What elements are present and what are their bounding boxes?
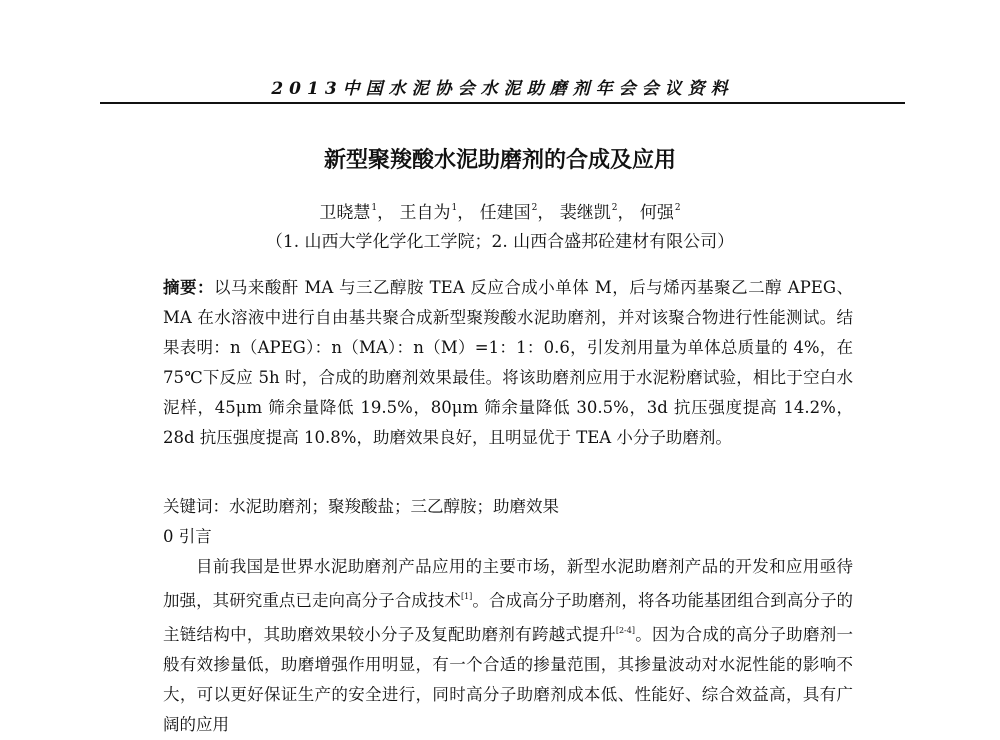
abstract xyxy=(163,273,853,453)
author-name: 何强 xyxy=(639,203,674,223)
paper-title: 新型聚羧酸水泥助磨剂的合成及应用 xyxy=(323,148,676,173)
author-name: 任建国 xyxy=(479,203,531,223)
intro-text: 目前我国是世界水泥助磨剂产品应用的主要市场，新型水泥助磨剂产品的开发和应用亟待加强，其研究重点已走向高分子合成技术 xyxy=(163,557,853,610)
section-heading: 0 引言 xyxy=(163,527,212,546)
citation: [1] xyxy=(460,592,473,601)
running-header: 2013中国水泥协会水泥助磨剂年会会议资料 xyxy=(271,79,734,99)
author-name: 裴继凯 xyxy=(559,203,611,223)
affiliations: （1. 山西大学化学化工学院；2. 山西合盛邦砼建材有限公司） xyxy=(265,232,735,252)
author-affiliation-mark: 1 xyxy=(451,203,458,213)
intro-text: 。因为合成的高分子助磨剂一般有效掺量低，助磨增强作用明显，有一个合适的掺量范围，其掺量波动对水泥性能的影响不大，可以更好保证生产的安全进行，同时高分子助磨剂成本低、性能好、综合效益高，具有广阔的应用 xyxy=(163,625,854,734)
intro-paragraph xyxy=(163,552,853,740)
abstract-text: 以马来酸酐 MA 与三乙醇胺 TEA 反应合成小单体 M，后与烯丙基聚乙二醇 APEG、MA 在水溶液中进行自由基共聚合成新型聚羧酸水泥助磨剂，并对该聚合物进行性能测试。结果表明：n（APEG）：n（MA）：n（M）=1：1：0.6，引发剂用量为单体总质量的 4%，在 75℃下反应 5h 时，合成的助磨剂效果最佳。将该助磨剂应用于水泥粉磨试验，相比于空白水泥样，45μm 筛余量降低 19.5%，80μm 筛余量降低 30.5%，3d 抗压强度提高 14.2%，28d 抗压强度提高 10.8%，助磨效果良好，且明显优于 TEA 小分子助磨剂。 xyxy=(163,278,854,447)
citation: [2-4] xyxy=(615,626,635,635)
author-name: 卫晓慧 xyxy=(319,203,371,223)
abstract-label: 摘要： xyxy=(163,278,214,297)
author-affiliation-mark: 2 xyxy=(611,203,618,213)
keywords: 关键词：水泥助磨剂；聚羧酸盐；三乙醇胺；助磨效果 xyxy=(163,497,559,516)
author-affiliation-mark: 1 xyxy=(371,203,378,213)
author-affiliation-mark: 2 xyxy=(531,203,538,213)
author-affiliation-mark: 2 xyxy=(674,203,681,213)
author-list: 卫晓慧$^1$， 王自为$^1$， 任建国$^2$， 裴继凯$^2$， 何强$^2$ xyxy=(319,203,681,223)
header-rule xyxy=(100,102,905,104)
author-name: 王自为 xyxy=(399,203,451,223)
intro-text: 。合成高分子助磨剂，将各功能基团组合到高分子的主链结构中，其助磨效果较小分子及复配助磨剂有跨越式提升 xyxy=(163,591,854,644)
